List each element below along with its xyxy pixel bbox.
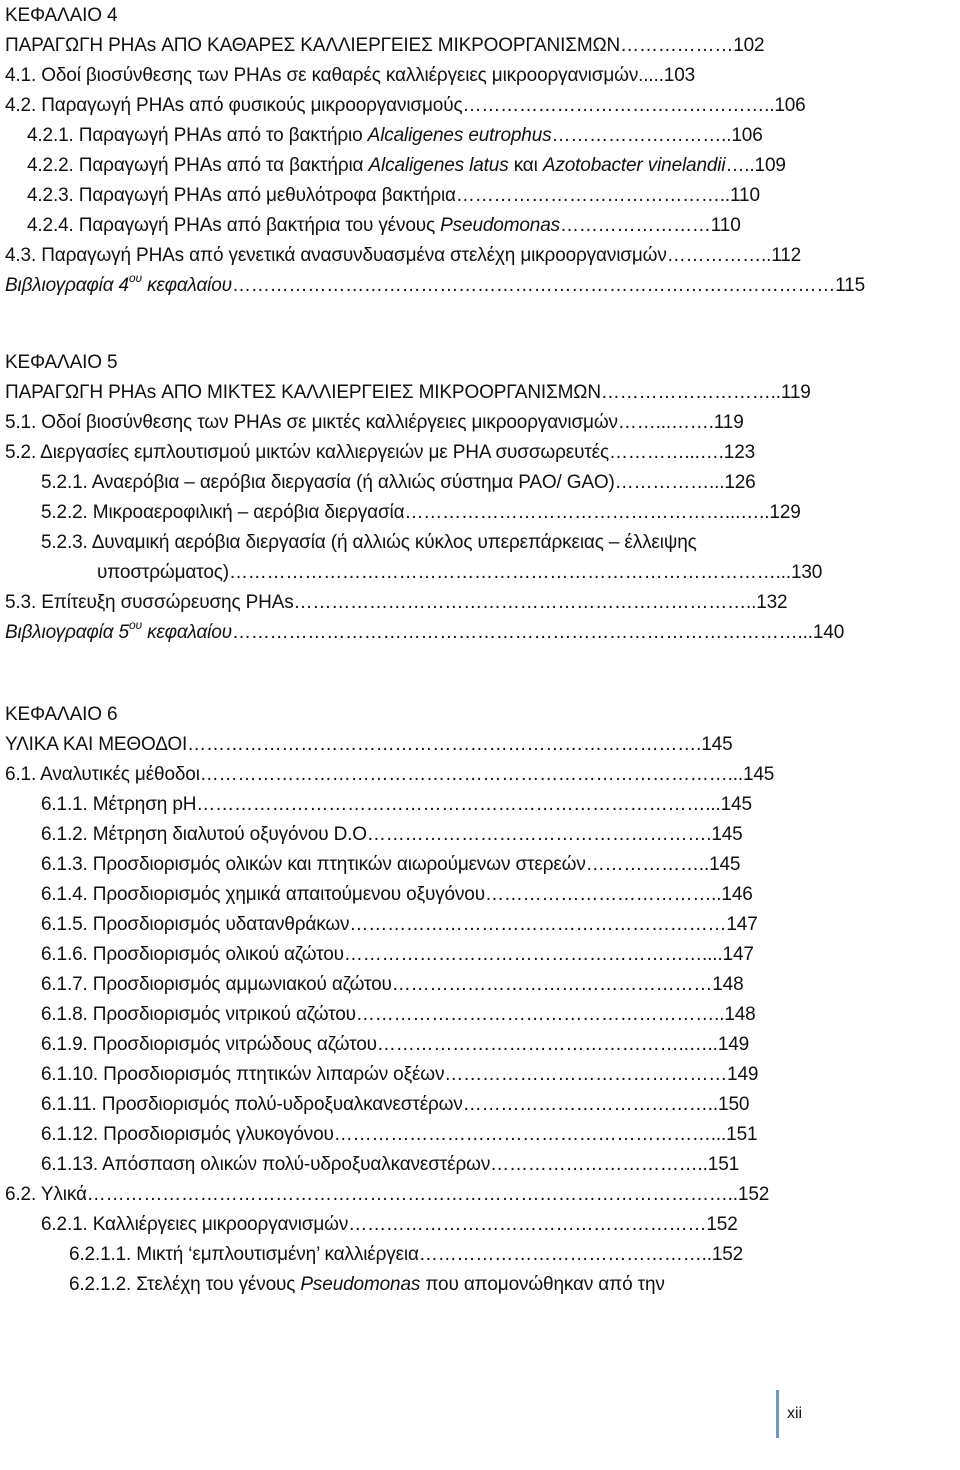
species-name: Alcaligenes eutrophus [367, 125, 552, 146]
chapter-heading: ΚΕΦΑΛΑΙΟ 6 [5, 704, 118, 725]
toc-entry[interactable]: 6.1.4. Προσδιορισμός χημικά απαιτούμενου οξυγόνου………………………………..146 [41, 884, 753, 905]
toc-entry[interactable]: 6.1.9. Προσδιορισμός νιτρώδους αζώτου…………………………………………..…..149 [41, 1034, 750, 1055]
toc-entry-bibliography[interactable] [5, 617, 845, 645]
toc-entry[interactable]: 6.1.10. Προσδιορισμός πτητικών λιπαρών οξέων………………………………………149 [41, 1064, 759, 1085]
entry-text: 4.2.2. Παραγωγή PHAs από τα βακτήρια [27, 155, 369, 176]
page-number-box [776, 1390, 802, 1438]
entry-text: 4.2.1. Παραγωγή PHAs από το βακτήριο [27, 125, 368, 146]
entry-text: που απομονώθηκαν από την [420, 1274, 665, 1295]
toc-entry[interactable]: 4.1. Οδοί βιοσύνθεσης των PHAs σε καθαρές καλλιέργειες μικροοργανισμών.....103 [5, 65, 696, 86]
toc-entry[interactable]: 6.1.5. Προσδιορισμός υδατανθράκων……………………………………………………147 [41, 914, 758, 935]
entry-text: 6.2.1.2. Στελέχη του γένους [69, 1274, 301, 1295]
leader-page: ……………………………………………………………………………………115 [231, 275, 866, 296]
entry-text: Βιβλιογραφία 4 [5, 275, 129, 296]
toc-entry[interactable] [27, 154, 786, 178]
toc-entry[interactable]: 6.1.8. Προσδιορισμός νιτρικού αζώτου…………………………………………………..148 [41, 1004, 756, 1025]
leader-page: ………………………..106 [551, 125, 763, 146]
toc-entry[interactable]: 6.1.2. Μέτρηση διαλυτού οξυγόνου D.O……………………………………………….145 [41, 824, 743, 845]
toc-entry[interactable]: 6.1.3. Προσδιορισμός ολικών και πτητικών αιωρούμενων στερεών………………..145 [41, 854, 741, 875]
toc-entry[interactable]: 5.2. Διεργασίες εμπλουτισμού μικτών καλλιεργειών με PHA συσσωρευτές…………...….123 [5, 442, 756, 463]
toc-entry[interactable]: 5.2.2. Μικροαεροφιλική – αερόβια διεργασία……………………………………………...…..129 [41, 502, 801, 523]
leader-page: ………………………………………………………………………………...140 [231, 622, 845, 643]
entry-text: και [508, 155, 543, 176]
chapter-heading: ΚΕΦΑΛΑΙΟ 5 [5, 352, 118, 373]
ordinal-suffix: ου [128, 270, 142, 285]
toc-entry[interactable]: 6.2.1.1. Μικτή ‘εμπλουτισμένη’ καλλιέργεια………………………………………..152 [69, 1244, 744, 1265]
species-name: Pseudomonas [440, 215, 560, 236]
page-number: xii [787, 1405, 803, 1422]
toc-entry[interactable] [27, 214, 741, 238]
toc-entry[interactable] [69, 1273, 665, 1297]
toc-entry-bibliography[interactable] [5, 270, 866, 298]
toc-entry[interactable]: 6.1.6. Προσδιορισμός ολικού αζώτου…………………………………………………....147 [41, 944, 754, 965]
toc-entry[interactable]: 6.2. Υλικά…………………………………………………………………………………………..152 [5, 1184, 770, 1205]
toc-entry[interactable]: 5.1. Οδοί βιοσύνθεσης των PHAs σε μικτές καλλιέργειες μικροοργανισμών……...…….119 [5, 412, 744, 433]
chapter-heading: ΚΕΦΑΛΑΙΟ 4 [5, 5, 118, 26]
entry-text: κεφαλαίου [141, 622, 232, 643]
toc-entry[interactable]: 4.2.3. Παραγωγή PHAs από μεθυλότροφα βακτήρια……………………………………..110 [27, 185, 760, 206]
species-name: Alcaligenes latus [368, 155, 509, 176]
toc-entry[interactable]: 6.1.13. Απόσπαση ολικών πολύ-υδροξυαλκανεστέρων……………………………..151 [41, 1154, 740, 1175]
leader-page: …..109 [725, 155, 786, 176]
toc-entry[interactable]: 6.2.1. Καλλιέργειες μικροοργανισμών…………………………………………………152 [41, 1214, 738, 1235]
toc-entry[interactable]: ΥΛΙΚΑ ΚΑΙ ΜΕΘΟΔΟΙ……………………………………………………………………….145 [5, 734, 733, 755]
toc-entry-continued[interactable]: υποστρώματος)……………………………………………………………………………...130 [97, 562, 823, 583]
toc-entry[interactable]: ΠΑΡΑΓΩΓΗ PHAs ΑΠΟ ΚΑΘΑΡΕΣ ΚΑΛΛΙΕΡΓΕΙΕΣ ΜΙΚΡΟΟΡΓΑΝΙΣΜΩΝ………………102 [5, 35, 765, 56]
toc-entry[interactable]: 5.3. Επίτευξη συσσώρευσης PHAs………………………………………………………………..132 [5, 592, 788, 613]
species-name: Azotobacter vinelandii [542, 155, 726, 176]
entry-text: 4.2.4. Παραγωγή PHAs από βακτήρια του γένους [27, 215, 441, 236]
toc-entry[interactable]: 4.2. Παραγωγή PHAs από φυσικούς μικροοργανισμούς…………………………………………..106 [5, 95, 806, 116]
toc-entry[interactable]: 6.1.7. Προσδιορισμός αμμωνιακού αζώτου……………………………………………148 [41, 974, 744, 995]
leader-page: ……………………110 [559, 215, 741, 236]
toc-entry[interactable]: 4.3. Παραγωγή PHAs από γενετικά ανασυνδυασμένα στελέχη μικροοργανισμών……………..112 [5, 245, 802, 266]
entry-text: Βιβλιογραφία 5 [5, 622, 129, 643]
toc-entry[interactable]: 5.2.1. Αναερόβια – αερόβια διεργασία (ή αλλιώς σύστημα PAO/ GAO)……………...126 [41, 472, 756, 493]
toc-entry[interactable]: 6.1.11. Προσδιορισμός πολύ-υδροξυαλκανεστέρων…………………………………..150 [41, 1094, 750, 1115]
toc-entry[interactable]: 6.1.12. Προσδιορισμός γλυκογόνου……………………………………………………...151 [41, 1124, 758, 1145]
toc-entry[interactable]: ΠΑΡΑΓΩΓΗ PHAs ΑΠΟ ΜΙΚΤΕΣ ΚΑΛΛΙΕΡΓΕΙΕΣ ΜΙΚΡΟΟΡΓΑΝΙΣΜΩΝ………………………..119 [5, 382, 811, 403]
toc-entry[interactable]: 6.1. Αναλυτικές μέθοδοι…………………………………………………………………………...145 [5, 764, 775, 785]
species-name: Pseudomonas [300, 1274, 421, 1295]
toc-entry[interactable] [27, 124, 763, 148]
entry-text: κεφαλαίου [141, 275, 232, 296]
ordinal-suffix: ου [128, 617, 142, 632]
toc-entry[interactable]: 5.2.3. Δυναμική αερόβια διεργασία (ή αλλιώς κύκλος υπερεπάρκειας – έλλειψης [41, 532, 697, 553]
toc-entry[interactable]: 6.1.1. Μέτρηση pH………………………………………………………………………...145 [41, 794, 752, 815]
